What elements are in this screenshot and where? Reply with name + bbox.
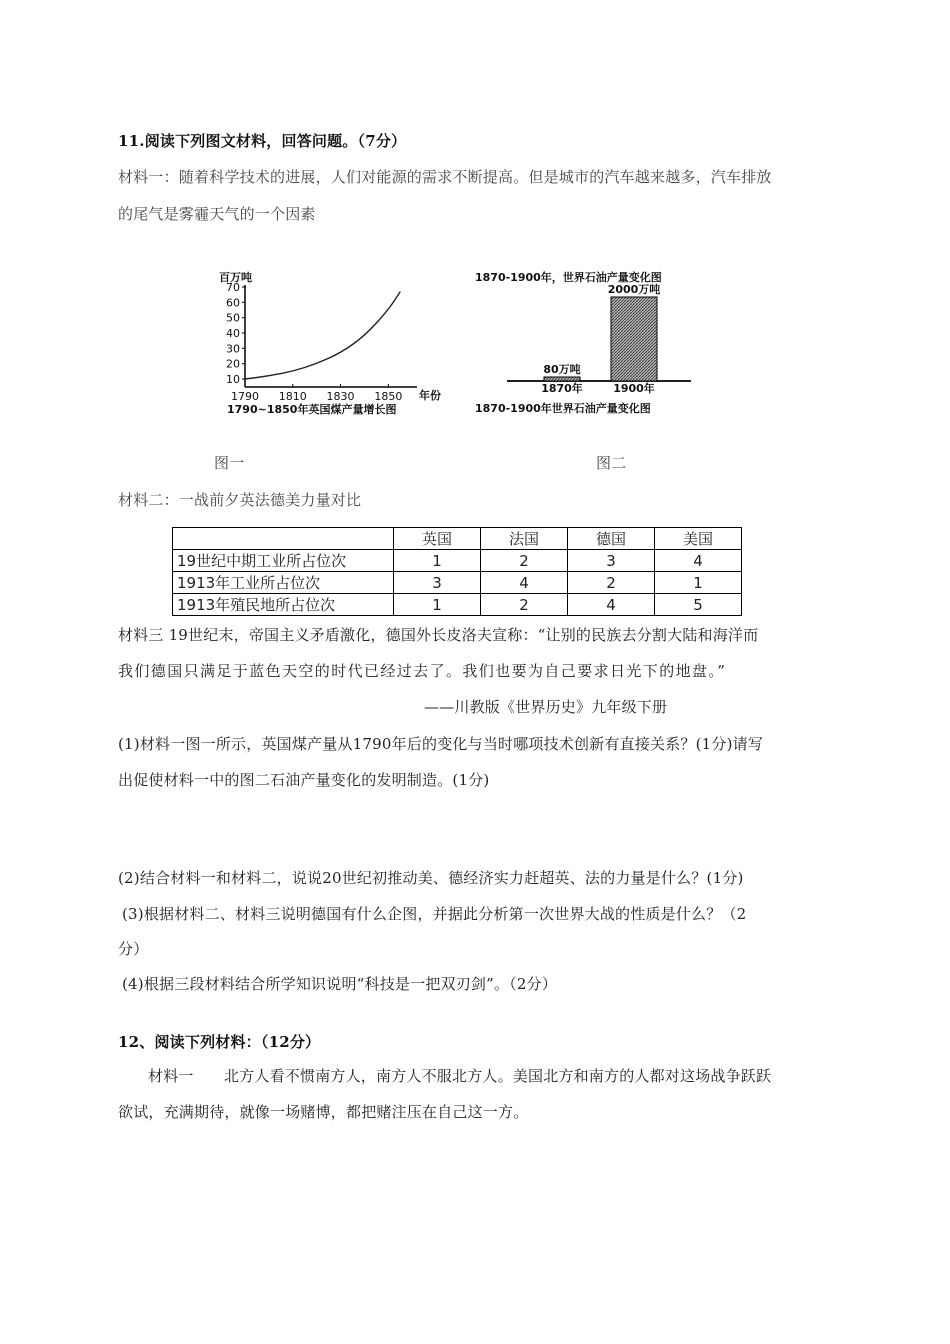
table-cell: 1	[394, 550, 481, 572]
table-row	[173, 594, 742, 616]
table-row-label: 1913年工业所占位次	[173, 572, 394, 594]
q11-sub2: (2)结合材料一和材料二，说说20世纪初推动美、德经济实力赶超英、法的力量是什么？(1分)	[118, 869, 744, 887]
q12-material1-line2: 欲试，充满期待，就像一场赌博，都把赌注压在自己这一方。	[118, 1103, 529, 1121]
table-cell: 3	[394, 572, 481, 594]
coal-chart-xlabel: 年份	[419, 389, 441, 402]
coal-chart-xtick-label: 1830	[326, 390, 355, 403]
q11-sub1-line1: (1)材料一图一所示，英国煤产量从1790年后的变化与当时哪项技术创新有直接关系？(1分)请写	[118, 735, 764, 753]
oil-chart-category-label: 1870年	[541, 382, 583, 395]
table-cell: 1	[394, 594, 481, 616]
coal-chart-xtick-label: 1850	[374, 390, 403, 403]
q11-sub3-line1: (3)根据材料二、材料三说明德国有什么企图，并据此分析第一次世界大战的性质是什么？（2	[122, 905, 747, 923]
oil-chart-data-label: 2000万吨	[607, 283, 661, 296]
figure2-caption: 图二	[596, 454, 627, 472]
coal-chart-ytick-label: 10	[226, 373, 240, 386]
coal-chart-ytick-label: 50	[226, 311, 240, 325]
coal-chart-xtick-label: 1790	[231, 390, 259, 403]
table-header-germany: 德国	[568, 528, 655, 550]
table-header-blank	[173, 528, 394, 550]
coal-chart-ylabel: 百万吨	[219, 271, 252, 284]
table-cell: 4	[655, 550, 742, 572]
q11-sub3-line2: 分）	[118, 940, 149, 958]
oil-chart-footer: 1870-1900年世界石油产量变化图	[475, 402, 651, 415]
coal-chart-ytick-label: 30	[226, 342, 240, 356]
q11-material1-line1: 材料一：随着科学技术的进展，人们对能源的需求不断提高。但是城市的汽车越来越多，汽车排放	[118, 168, 772, 186]
oil-chart-category-label: 1900年	[613, 382, 655, 395]
q11-material3-source: ——川教版《世界历史》九年级下册	[424, 698, 668, 716]
table-cell: 3	[568, 550, 655, 572]
coal-chart-line	[245, 292, 400, 379]
q11-title: 11.阅读下列图文材料，回答问题。（7分）	[118, 132, 407, 150]
coal-chart-ytick-label: 60	[226, 296, 240, 310]
table-header-usa: 美国	[655, 528, 742, 550]
q11-sub4: (4)根据三段材料结合所学知识说明“科技是一把双刃剑”。（2分）	[122, 975, 558, 993]
table-cell: 2	[481, 594, 568, 616]
figure1-caption: 图一	[214, 454, 245, 472]
table-cell: 2	[481, 550, 568, 572]
coal-chart-title: 1790~1850年英国煤产量增长图	[227, 403, 397, 416]
oil-chart-data-label: 80万吨	[543, 363, 581, 376]
coal-chart	[219, 270, 441, 416]
power-comparison-table	[172, 527, 742, 616]
coal-chart-ytick-label: 70	[226, 281, 240, 294]
table-row-label: 1913年殖民地所占位次	[173, 594, 394, 616]
coal-chart-ytick-label: 20	[226, 357, 240, 371]
oil-chart-bar	[544, 377, 580, 381]
oil-chart-bar	[611, 297, 657, 381]
q12-material1-line1: 材料一 北方人看不惯南方人，南方人不服北方人。美国北方和南方的人都对这场战争跃跃	[148, 1067, 772, 1085]
table-header-row	[173, 528, 742, 550]
coal-chart-xtick-label: 1810	[278, 390, 307, 403]
table-header-britain: 英国	[394, 528, 481, 550]
oil-chart-title: 1870-1900年，世界石油产量变化图	[475, 271, 662, 284]
table-cell: 1	[655, 572, 742, 594]
table-cell: 5	[655, 594, 742, 616]
q11-material3-line2: 我们德国只满足于蓝色天空的时代已经过去了。我们也要为自己要求日光下的地盘。”	[118, 662, 727, 680]
coal-chart-ytick-label: 40	[226, 327, 240, 340]
material1-charts	[205, 265, 745, 425]
oil-chart	[475, 270, 691, 415]
table-row-label: 19世纪中期工业所占位次	[173, 550, 394, 572]
table-cell: 4	[481, 572, 568, 594]
q11-sub1-line2: 出促使材料一中的图二石油产量变化的发明制造。(1分)	[118, 771, 490, 789]
q11-material1-line2: 的尾气是雾霾天气的一个因素	[118, 205, 316, 223]
table-cell: 2	[568, 572, 655, 594]
q12-title: 12、阅读下列材料：（12分）	[118, 1033, 321, 1051]
q11-material2-label: 材料二：一战前夕英法德美力量对比	[118, 491, 362, 509]
table-cell: 4	[568, 594, 655, 616]
table-row	[173, 572, 742, 594]
table-header-france: 法国	[481, 528, 568, 550]
q11-material3-line1: 材料三 19世纪末，帝国主义矛盾激化，德国外长皮洛夫宣称：“让别的民族去分割大陆和海洋而	[118, 626, 759, 644]
table-row	[173, 550, 742, 572]
